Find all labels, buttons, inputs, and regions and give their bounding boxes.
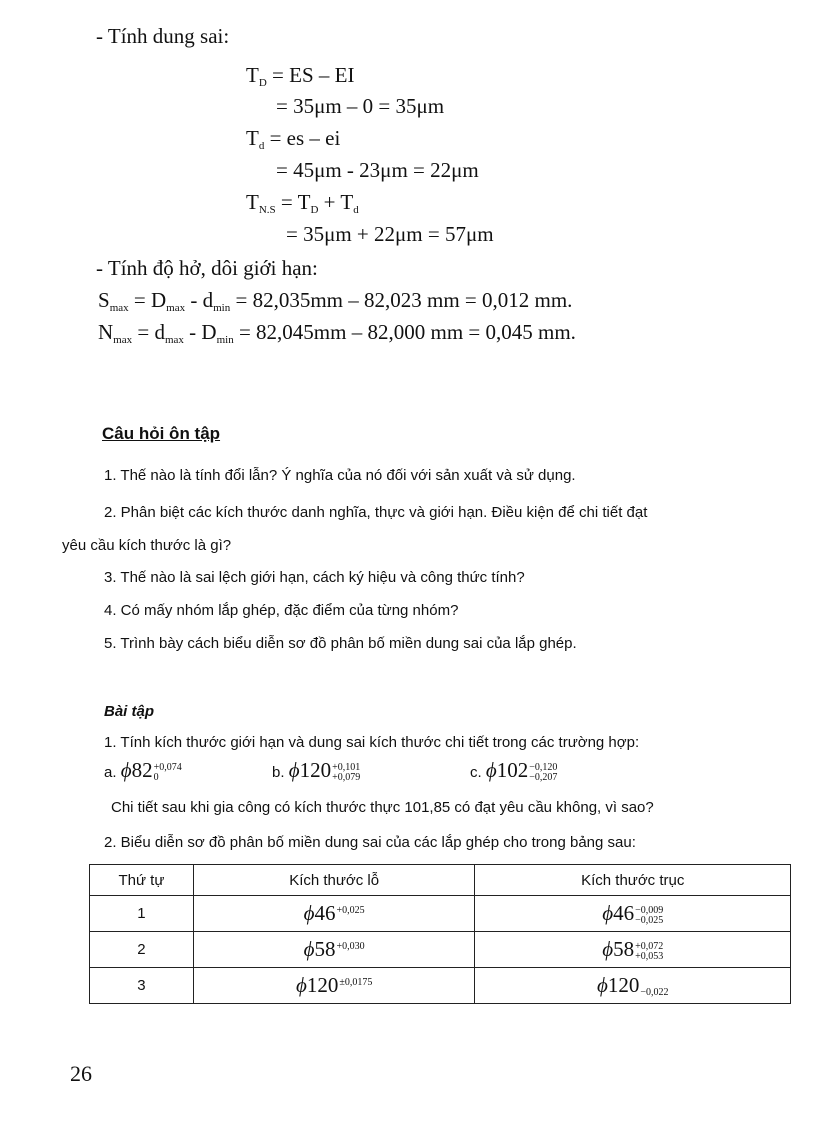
review-question-3: 3. Thế nào là sai lệch giới hạn, cách ký hiệu và công thức tính? xyxy=(104,569,525,586)
review-question-1: 1. Thế nào là tính đổi lẫn? Ý nghĩa của nó đối với sản xuất và sử dụng. xyxy=(104,467,576,484)
table-row xyxy=(90,932,791,968)
formula-tns-value: = 35μm + 22μm = 57μm xyxy=(286,222,494,246)
table-row xyxy=(90,896,791,932)
formula-smax: $S_{max} = D_{max} - d_{min} = 82,035mm - 82,023$ mm = 0,012 mm. xyxy=(98,288,573,314)
formula-tns: $T_{N.S} = T_D + T_d$ xyxy=(246,190,359,216)
review-question-5: 5. Trình bày cách biểu diễn sơ đồ phân bố miền dung sai của lắp ghép. xyxy=(104,635,577,652)
formula-td-value: = 35μm – 0 = 35μm xyxy=(276,94,445,118)
table-row xyxy=(90,968,791,1004)
row-index: 1 xyxy=(90,896,194,932)
formula-tdshaft: $T_d$ = es – ei xyxy=(246,126,341,152)
review-heading: Câu hỏi ôn tập xyxy=(102,424,221,443)
hole-size: ϕ58 +0,030 xyxy=(193,932,475,968)
row-index: 2 xyxy=(90,932,194,968)
review-question-2-cont: yêu cầu kích thước là gì? xyxy=(62,537,232,554)
header-index: Thứ tự xyxy=(90,865,194,896)
exercise-case-c: c. ϕ102 −0,120 −0,207 xyxy=(470,758,558,784)
shaft-size: ϕ120 −0,022 xyxy=(475,968,791,1004)
page-number: 26 xyxy=(70,1061,92,1086)
clearance-intro: - Tính độ hở, dôi giới hạn: xyxy=(96,256,318,280)
tolerance-intro: - Tính dung sai: xyxy=(96,24,230,48)
exercise-check: Chi tiết sau khi gia công có kích thước thực 101,85 có đạt yêu cầu không, vì sao? xyxy=(111,799,654,816)
hole-size: ϕ46 +0,025 xyxy=(193,896,475,932)
hole-size: ϕ120 ±0,0175 xyxy=(193,968,475,1004)
header-shaft: Kích thước trục xyxy=(475,865,791,896)
exercises-heading: Bài tập xyxy=(104,703,155,720)
row-index: 3 xyxy=(90,968,194,1004)
fits-table xyxy=(89,864,791,1004)
exercise-case-a: a. ϕ82 +0,074 0 xyxy=(104,758,182,784)
shaft-size: ϕ58 +0,072 +0,053 xyxy=(475,932,791,968)
exercise-1: 1. Tính kích thước giới hạn và dung sai kích thước chi tiết trong các trường hợp: xyxy=(104,734,640,751)
exercise-case-b: b. ϕ120 +0,101 +0,079 xyxy=(272,758,361,784)
formula-nmax: $N_{max} = d_{max} - D_{min} = 82,045mm - 82,000$ mm = 0,045 mm. xyxy=(98,320,576,346)
shaft-size: ϕ46 −0,009 −0,025 xyxy=(475,896,791,932)
header-hole: Kích thước lỗ xyxy=(193,865,475,896)
table-header-row xyxy=(90,865,791,896)
review-question-2: 2. Phân biệt các kích thước danh nghĩa, thực và giới hạn. Điều kiện để chi tiết đạt xyxy=(104,504,648,521)
formula-td: $T_D$ = ES – EI xyxy=(246,63,355,89)
formula-tdshaft-value: = 45μm - 23μm = 22μm xyxy=(276,158,479,182)
exercise-2: 2. Biểu diễn sơ đồ phân bố miền dung sai của các lắp ghép cho trong bảng sau: xyxy=(104,834,636,851)
review-question-4: 4. Có mấy nhóm lắp ghép, đặc điểm của từng nhóm? xyxy=(104,602,459,619)
